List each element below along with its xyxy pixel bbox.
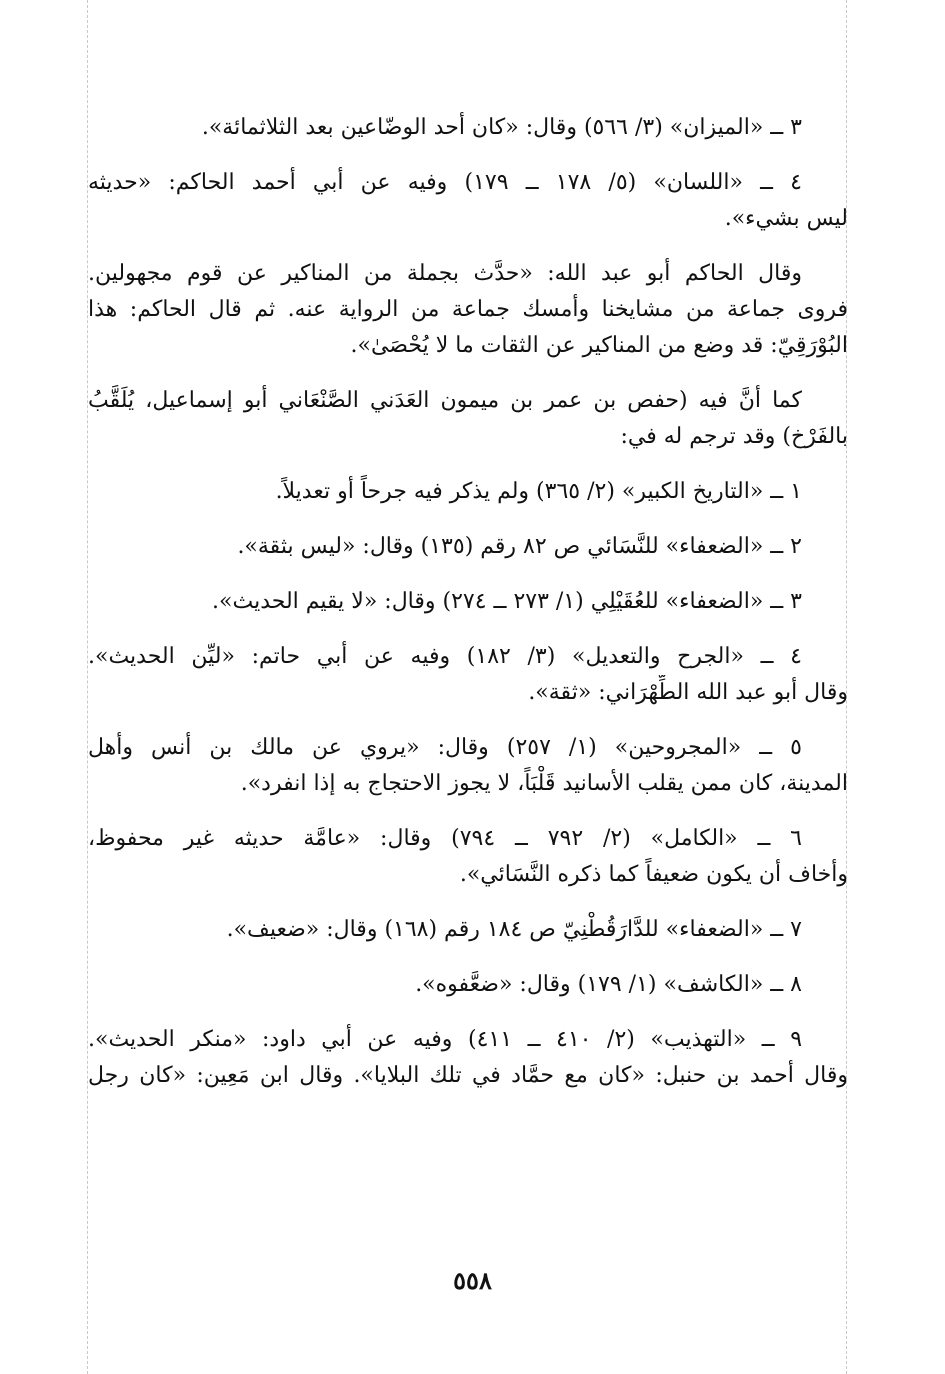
text-line: بالفَرْخ) وقد ترجم له في:: [620, 424, 848, 449]
list-item: ٩ ــ «التهذيب» (٢/ ٤١٠ ــ ٤١١) وفيه عن أبي داود: «منكر الحديث».: [88, 1027, 803, 1052]
text-line: البُوْرَقِيّ: قد وضع من المناكير عن الثقات ما لا يُحْصَىٰ».: [350, 333, 848, 358]
list-item: ٥ ــ «المجروحين» (١/ ٢٥٧) وقال: «يروي عن مالك بن أنس وأهل: [88, 735, 802, 760]
text-line: وقال أحمد بن حنبل: «كان مع حمَّاد في تلك البلايا». وقال ابن مَعِين: «كان رجل: [88, 1063, 848, 1088]
list-item: ٤ ــ «الجرح والتعديل» (٣/ ١٨٢) وفيه عن أبي حاتم: «ليِّن الحديث».: [88, 644, 802, 669]
page-number: ٥٥٨: [453, 1266, 492, 1295]
list-item: ٣ ــ «الضعفاء» للعُقَيْلِي (١/ ٢٧٣ ــ ٢٧٤) وقال: «لا يقيم الحديث».: [212, 589, 802, 614]
text-line: المدينة، كان ممن يقلب الأسانيد قَلْبَاً، لا يجوز الاحتجاج به إذا انفرد».: [240, 771, 848, 796]
text-line: فروى جماعة من مشايخنا وأمسك جماعة من الرواية عنه. ثم قال الحاكم: هذا: [88, 297, 848, 322]
text-line: وأخاف أن يكون ضعيفاً كما ذكره النَّسَائي».: [459, 862, 848, 887]
text-line: ٤ ــ «اللسان» (٥/ ١٧٨ ــ ١٧٩) وفيه عن أبي أحمد الحاكم: «حديثه: [88, 170, 802, 195]
list-item: ٧ ــ «الضعفاء» للدَّارَقُطْنِيّ ص ١٨٤ رقم (١٦٨) وقال: «ضعيف».: [226, 917, 802, 942]
text-line: كما أنَّ فيه (حفص بن عمر بن ميمون العَدَني الصَّنْعَاني أبو إسماعيل، يُلَقَّبُ: [88, 388, 802, 413]
text-line: وقال الحاكم أبو عبد الله: «حدَّث بجملة من المناكير عن قوم مجهولين.: [88, 261, 802, 286]
text-line: ليس بشيء».: [724, 206, 848, 231]
list-item: ٨ ــ «الكاشف» (١/ ١٧٩) وقال: «ضعَّفوه».: [415, 972, 802, 997]
list-item: ١ ــ «التاريخ الكبير» (٢/ ٣٦٥) ولم يذكر فيه جرحاً أو تعديلاً.: [275, 479, 802, 504]
list-item: ٦ ــ «الكامل» (٢/ ٧٩٢ ــ ٧٩٤) وقال: «عامَّة حديثه غير محفوظ،: [88, 826, 802, 851]
text-line: وقال أبو عبد الله الطِّهْرَاني: «ثقة».: [528, 680, 848, 705]
text-line: ٣ ــ «الميزان» (٣/ ٥٦٦) وقال: «كان أحد الوضّاعين بعد الثلاثمائة».: [201, 115, 802, 140]
main-text: [88, 110, 848, 1094]
list-item: ٢ ــ «الضعفاء» للنَّسَائي ص ٨٢ رقم (١٣٥) وقال: «ليس بثقة».: [237, 534, 802, 559]
